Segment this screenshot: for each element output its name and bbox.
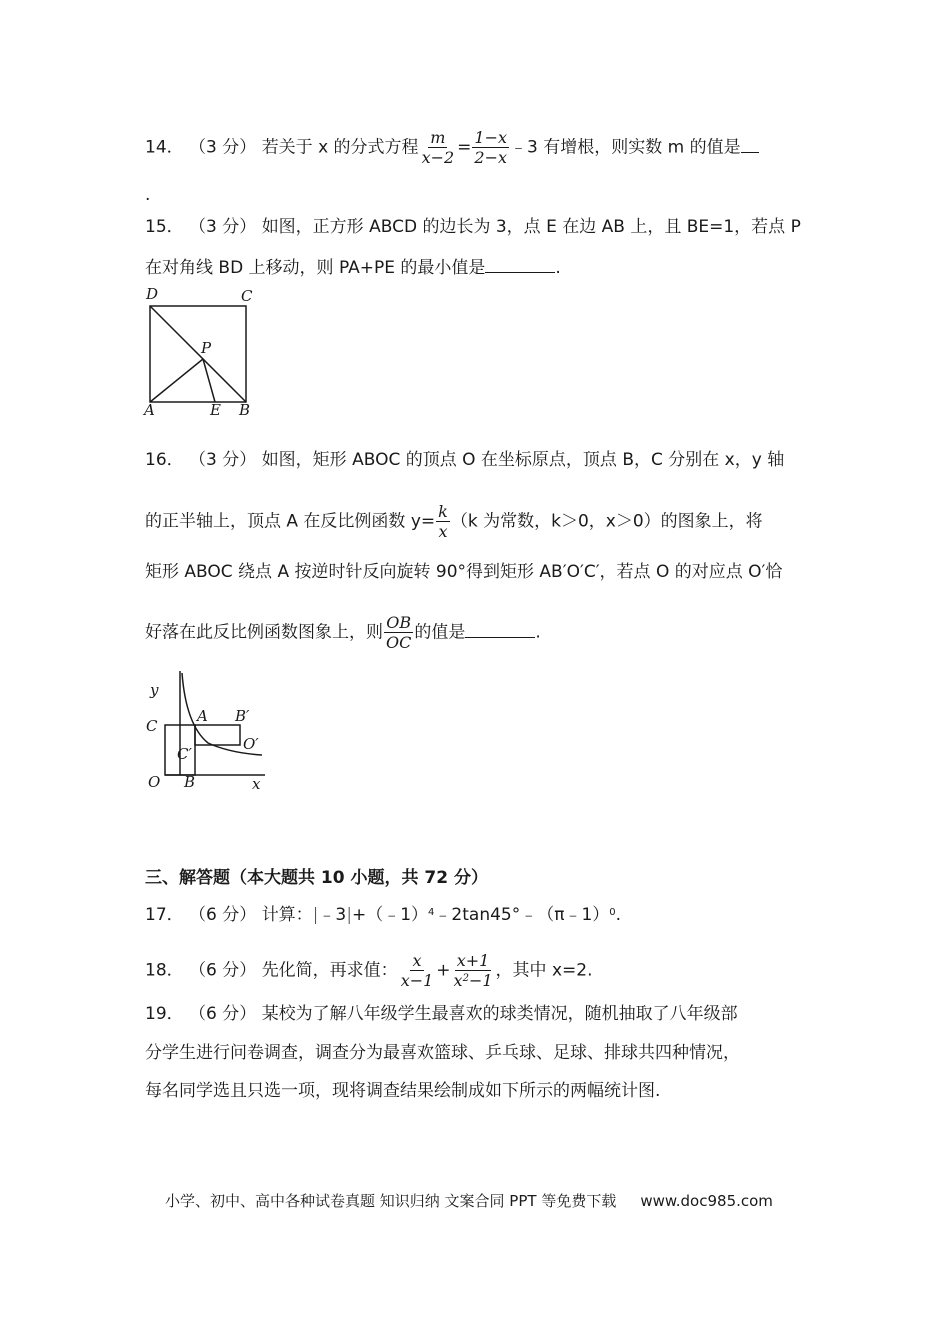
label-b-prime: B′ bbox=[235, 707, 250, 725]
question-text: . bbox=[535, 622, 541, 643]
label-a: A bbox=[144, 401, 155, 419]
fraction-numerator: 1−x bbox=[474, 128, 508, 147]
denominator-tail: −1 bbox=[468, 971, 493, 990]
question-text: 某校为了解八年级学生最喜欢的球类情况，随机抽取了八年级部 bbox=[261, 1004, 738, 1024]
question-score: （3 分） bbox=[189, 217, 257, 237]
question-text: 先化简，再求值： bbox=[261, 960, 398, 981]
label-b: B bbox=[184, 773, 196, 791]
question-text: （k 为常数，k＞0，x＞0）的图象上，将 bbox=[450, 511, 763, 532]
section-heading: 三、解答题（本大题共 10 小题，共 72 分） bbox=[145, 868, 488, 888]
denominator-base: x bbox=[453, 971, 463, 990]
question-text: ，其中 x=2. bbox=[495, 960, 593, 981]
rectangle-ab1o1c1 bbox=[195, 725, 240, 745]
question-score: （6 分） bbox=[189, 1004, 257, 1024]
question-15-line-2 bbox=[145, 254, 561, 280]
answer-blank bbox=[741, 134, 759, 153]
answer-blank bbox=[465, 619, 535, 638]
fraction-numerator: k bbox=[438, 502, 448, 521]
question-text: . bbox=[615, 905, 622, 925]
question-text: 如图，矩形 ABOC 的顶点 O 在坐标原点，顶点 B，C 分别在 x，y 轴 bbox=[261, 450, 785, 470]
question-16-line-4 bbox=[145, 613, 541, 652]
label-c-prime: C′ bbox=[177, 745, 192, 763]
segment-pa bbox=[150, 359, 203, 402]
abs-bar-left: | bbox=[312, 905, 319, 925]
fraction-numerator: m bbox=[430, 128, 446, 147]
label-o-prime: O′ bbox=[243, 735, 259, 753]
square-figure bbox=[140, 282, 265, 422]
question-text: 计算： bbox=[261, 905, 313, 925]
footer-text: 小学、初中、高中各种试卷真题 知识归纳 文案合同 PPT 等免费下载 bbox=[165, 1192, 617, 1210]
question-text: 若关于 x 的分式方程 bbox=[261, 137, 419, 158]
fraction-numerator: OB bbox=[386, 613, 412, 632]
plus-sign: + bbox=[436, 960, 451, 981]
question-19-line-1 bbox=[145, 1002, 738, 1026]
label-y: y bbox=[150, 681, 159, 699]
label-p: P bbox=[201, 339, 212, 357]
question-16-line-3 bbox=[145, 560, 782, 584]
question-17 bbox=[145, 903, 621, 927]
fraction-denominator: x−2 bbox=[421, 148, 455, 167]
exponent: 0 bbox=[609, 907, 616, 918]
abs-bar-right: | bbox=[346, 905, 352, 925]
question-score: （3 分） bbox=[189, 137, 257, 158]
question-number: 17． bbox=[145, 905, 184, 925]
question-text: +（﹣1） bbox=[351, 905, 429, 925]
question-19-line-2: 分学生进行问卷调查，调查分为最喜欢篮球、乒乓球、足球、排球共四种情况， bbox=[145, 1043, 740, 1063]
question-text: . bbox=[555, 258, 561, 278]
question-score: （6 分） bbox=[189, 905, 257, 925]
label-b: B bbox=[239, 401, 251, 419]
answer-blank bbox=[485, 254, 555, 273]
question-number: 19． bbox=[145, 1004, 184, 1024]
question-number: 16． bbox=[145, 450, 184, 470]
fraction-1-x bbox=[472, 128, 509, 167]
question-16-line-2 bbox=[145, 502, 763, 541]
question-14-period: . bbox=[145, 185, 151, 205]
fraction-x-over-x-1 bbox=[399, 951, 436, 990]
label-e: E bbox=[210, 401, 221, 419]
abs-value: ﹣3 bbox=[318, 905, 347, 925]
fraction-denominator: x bbox=[438, 522, 448, 541]
label-x: x bbox=[252, 775, 261, 793]
fraction-denominator: OC bbox=[386, 633, 412, 652]
question-16-line-1 bbox=[145, 448, 784, 472]
fraction-numerator: x bbox=[412, 951, 422, 970]
question-text: 如图，正方形 ABCD 的边长为 3，点 E 在边 AB 上，且 BE=1，若点 P bbox=[261, 217, 801, 237]
question-text: 好落在此反比例函数图象上，则 bbox=[145, 622, 383, 643]
label-a: A bbox=[197, 707, 208, 725]
label-c: C bbox=[146, 717, 158, 735]
exponent: 2 bbox=[462, 973, 469, 984]
label-d: D bbox=[146, 285, 159, 303]
fraction-denominator bbox=[452, 971, 495, 990]
question-number: 18． bbox=[145, 960, 184, 981]
question-number: 14． bbox=[145, 137, 184, 158]
fraction-x-plus-1 bbox=[452, 951, 495, 990]
question-text: 矩形 ABOC 绕点 A 按逆时针反向旋转 90°得到矩形 AB′O′C′，若点 O 的对应点 O′恰 bbox=[145, 562, 783, 582]
question-text: ﹣2tan45°﹣（π﹣1） bbox=[434, 905, 610, 925]
question-18 bbox=[145, 951, 592, 990]
fraction-denominator: x−1 bbox=[400, 971, 434, 990]
fraction-numerator: x+1 bbox=[456, 951, 490, 970]
label-o: O bbox=[148, 773, 161, 791]
question-score: （6 分） bbox=[189, 960, 257, 981]
question-text: ﹣3 有增根，则实数 m 的值是 bbox=[510, 137, 741, 158]
page-footer bbox=[165, 1190, 773, 1212]
question-score: （3 分） bbox=[189, 450, 257, 470]
fraction-ob-over-oc bbox=[384, 613, 413, 652]
label-c: C bbox=[241, 287, 253, 305]
fraction-m bbox=[420, 128, 457, 167]
question-15-line-1 bbox=[145, 215, 801, 239]
fraction-k-over-x bbox=[436, 502, 450, 541]
question-19-line-3: 每名同学选且只选一项，现将调查结果绘制成如下所示的两幅统计图. bbox=[145, 1081, 661, 1101]
coordinate-figure bbox=[140, 665, 275, 795]
question-text: 的正半轴上，顶点 A 在反比例函数 y= bbox=[145, 511, 436, 532]
question-number: 15． bbox=[145, 217, 184, 237]
equals-sign: = bbox=[457, 137, 472, 158]
fraction-denominator: 2−x bbox=[474, 148, 508, 167]
question-text: 在对角线 BD 上移动，则 PA+PE 的最小值是 bbox=[145, 258, 486, 278]
exponent: 4 bbox=[428, 907, 435, 918]
question-14 bbox=[145, 128, 759, 167]
diagonal-bd bbox=[150, 306, 246, 402]
footer-site-link[interactable]: www.doc985.com bbox=[640, 1192, 773, 1210]
question-text: 的值是 bbox=[414, 622, 466, 643]
